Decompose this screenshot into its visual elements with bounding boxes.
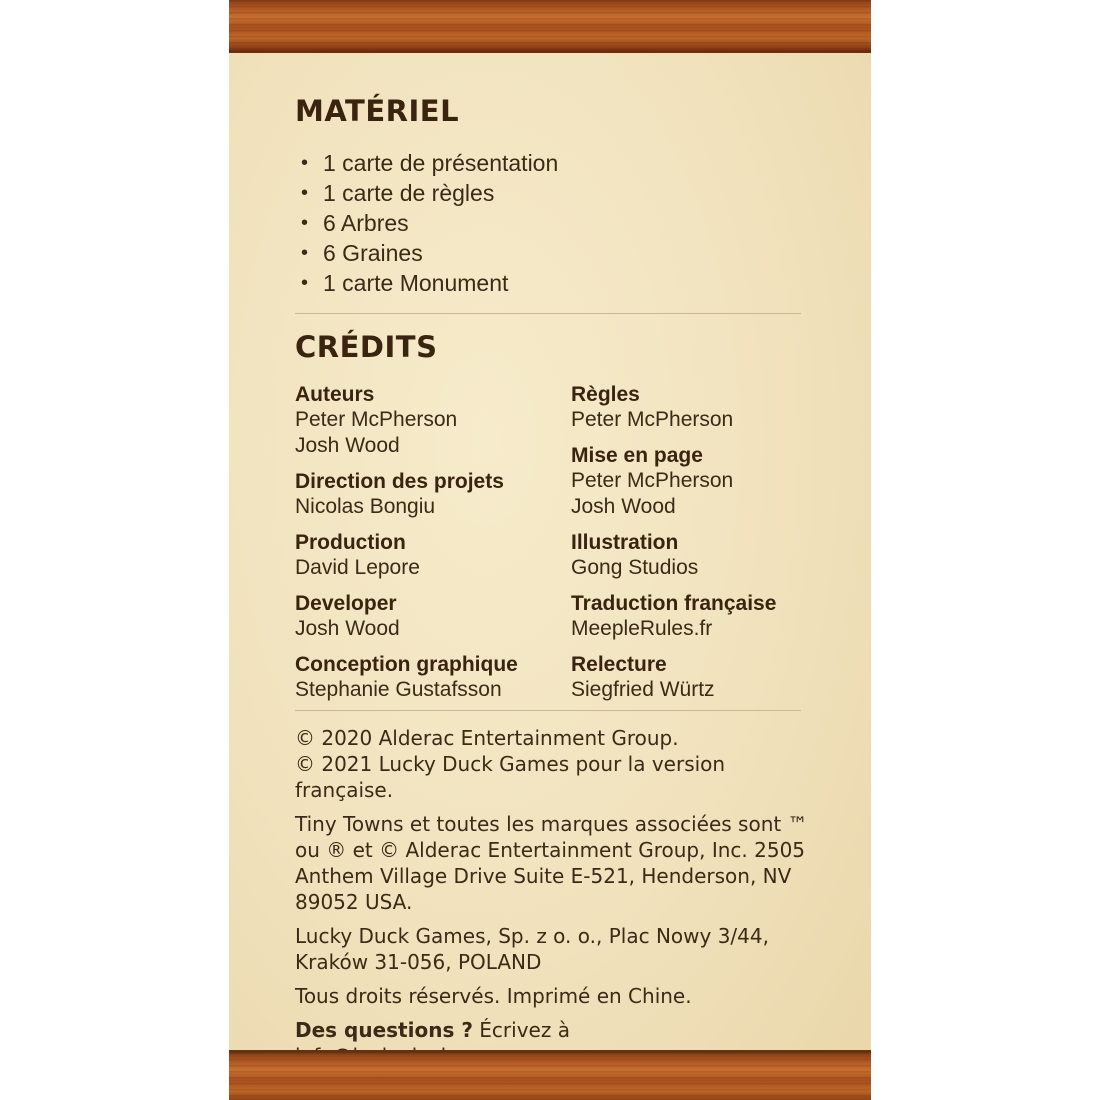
credit-role: Règles bbox=[571, 383, 640, 406]
credit-entry bbox=[571, 591, 776, 642]
material-list bbox=[295, 148, 815, 298]
credit-person: Josh Wood bbox=[571, 495, 676, 518]
credit-entry bbox=[295, 652, 518, 703]
rights-notice: Tous droits réservés. Imprimé en Chine. bbox=[295, 984, 692, 1008]
credits-grid bbox=[295, 382, 815, 702]
credit-person: MeepleRules.fr bbox=[571, 617, 713, 640]
material-item: • 1 carte Monument bbox=[295, 268, 815, 298]
credit-entry bbox=[295, 530, 518, 581]
material-item: • 1 carte de règles bbox=[295, 178, 815, 208]
credit-entry bbox=[295, 591, 518, 642]
credits-column-left bbox=[295, 382, 518, 713]
credit-person: Josh Wood bbox=[295, 434, 400, 457]
credit-person: Peter McPherson bbox=[571, 408, 734, 431]
credits-column-right bbox=[571, 382, 776, 713]
credit-role: Auteurs bbox=[295, 383, 375, 406]
copyright-line: © 2021 Lucky Duck Games pour la version française. bbox=[295, 752, 726, 802]
credit-person: Peter McPherson bbox=[571, 469, 734, 492]
trademark-notice: Tiny Towns et toutes les marques associées sont ™ ou ® et © Alderac Entertainment Group, Inc. 2505 Anthem Village Drive Suite E-521, Henderson, NV 89052 USA. bbox=[295, 812, 808, 914]
credit-entry bbox=[571, 382, 776, 433]
contact-label: Des questions ? bbox=[295, 1018, 473, 1042]
credit-role: Direction des projets bbox=[295, 470, 504, 493]
credit-entry bbox=[571, 443, 776, 520]
credit-entry bbox=[295, 382, 518, 459]
legal-text bbox=[295, 725, 815, 1069]
publisher-address: Lucky Duck Games, Sp. z o. o., Plac Nowy 3/44, Kraków 31-056, POLAND bbox=[295, 924, 769, 974]
material-item: • 6 Graines bbox=[295, 238, 815, 268]
contact-email-text: Écrivez à bbox=[479, 1018, 570, 1042]
credit-person: Peter McPherson bbox=[295, 408, 458, 431]
credit-person: David Lepore bbox=[295, 556, 420, 579]
divider bbox=[295, 313, 801, 314]
credit-entry bbox=[571, 530, 776, 581]
rules-card bbox=[229, 0, 871, 1100]
material-item: • 1 carte de présentation bbox=[295, 148, 815, 178]
copyright-line: © 2020 Alderac Entertainment Group. bbox=[295, 726, 679, 750]
credit-role: Illustration bbox=[571, 531, 679, 554]
wood-border-top bbox=[229, 0, 871, 53]
credit-person: Siegfried Würtz bbox=[571, 678, 715, 701]
credit-person: Josh Wood bbox=[295, 617, 400, 640]
credit-entry bbox=[295, 469, 518, 520]
credit-person: Gong Studios bbox=[571, 556, 699, 579]
card-content bbox=[295, 94, 815, 1077]
credit-role: Production bbox=[295, 531, 406, 554]
credit-role: Mise en page bbox=[571, 444, 703, 467]
wood-border-bottom bbox=[229, 1050, 871, 1100]
credit-role: Conception graphique bbox=[295, 653, 518, 676]
copyright-notice bbox=[295, 725, 815, 803]
credit-role: Relecture bbox=[571, 653, 667, 676]
credits-title: CRÉDITS bbox=[295, 330, 438, 364]
material-item: • 6 Arbres bbox=[295, 208, 815, 238]
credit-role: Traduction française bbox=[571, 592, 777, 615]
credit-person: Stephanie Gustafsson bbox=[295, 678, 502, 701]
material-title: MATÉRIEL bbox=[295, 94, 460, 128]
credit-entry bbox=[571, 652, 776, 703]
credit-role: Developer bbox=[295, 592, 397, 615]
credit-person: Nicolas Bongiu bbox=[295, 495, 436, 518]
